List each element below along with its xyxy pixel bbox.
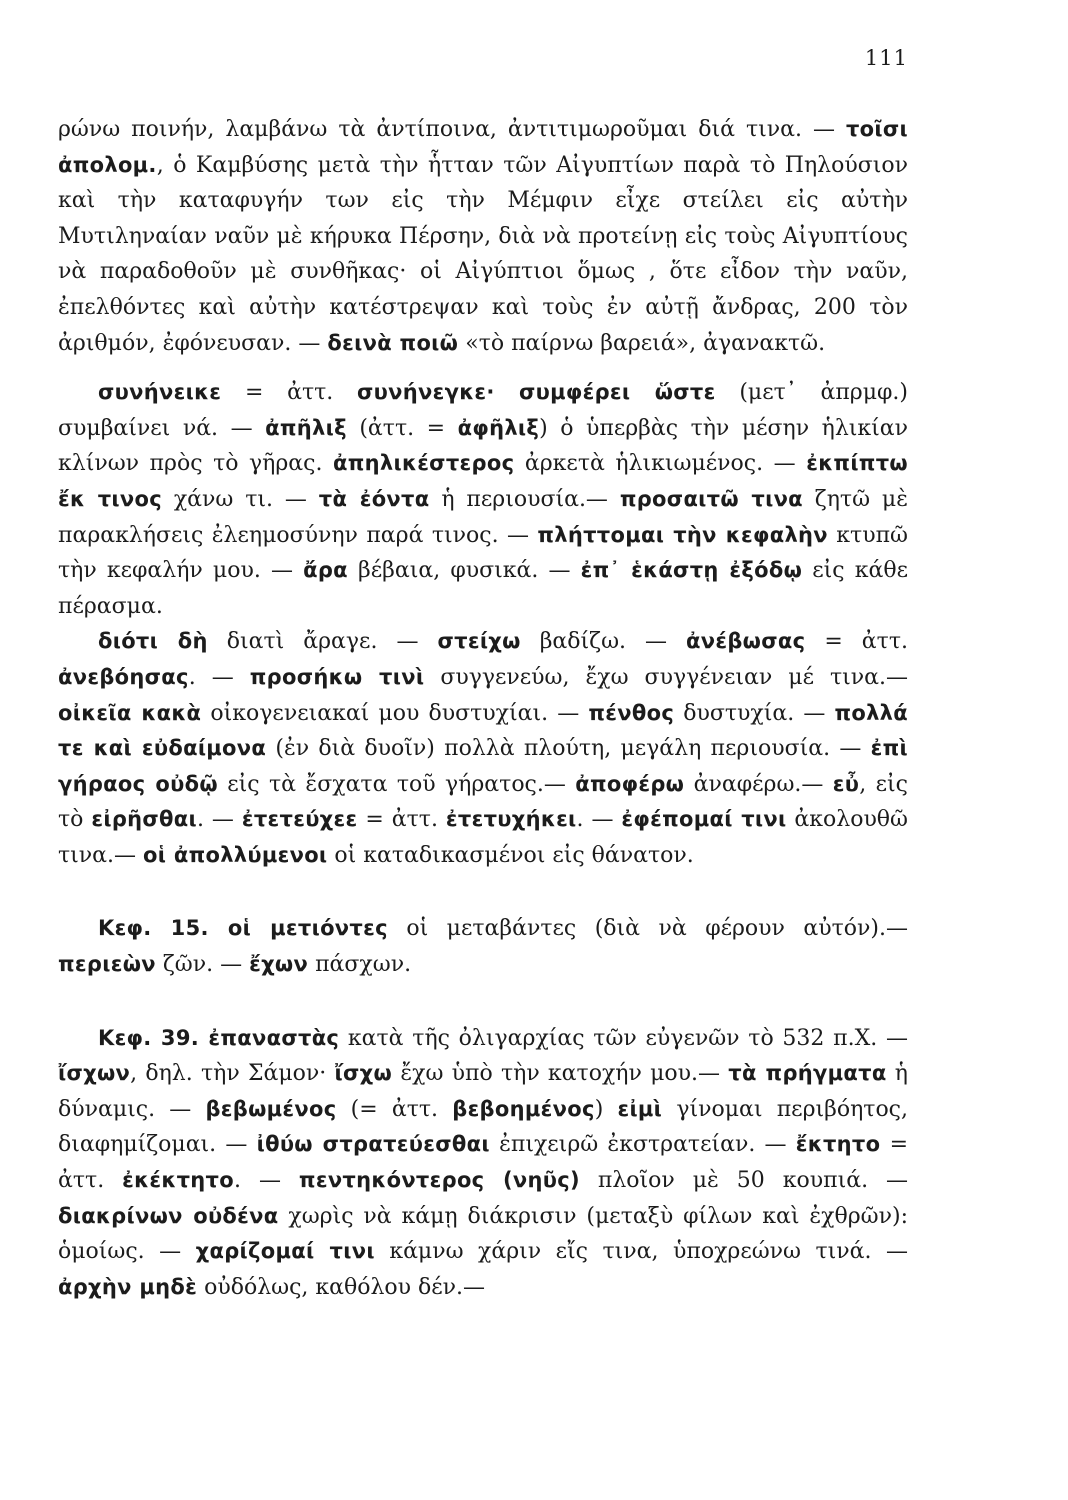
gloss-text: , εἰς τὸ bbox=[58, 771, 908, 833]
headword: πλήττομαι τὴν κεφαλὴν bbox=[537, 522, 828, 547]
headword: πένθος bbox=[588, 700, 675, 725]
gloss-text: χωρὶς νὰ κάμῃ διάκρισιν (μεταξὺ φίλων καὶ ἐχθρῶν): ὁμοίως. — bbox=[58, 1203, 908, 1265]
glossary-text bbox=[58, 112, 908, 1305]
gloss-text: ἀκολουθῶ τινα.— bbox=[58, 807, 908, 868]
gloss-text: = ἀττ. bbox=[805, 629, 908, 655]
gloss-text: (μετ᾿ ἀπρμφ.) συμβαίνει νά. — bbox=[58, 380, 908, 441]
gloss-text: κάμνω χάριν εἴς τινα, ὑποχρεώνω τινά. — bbox=[374, 1239, 908, 1265]
headword: συνήνεγκε· συμφέρει ὥστε bbox=[357, 380, 716, 405]
gloss-text: δυστυχία. — bbox=[674, 700, 835, 726]
headword: ἐτετεύχεε bbox=[241, 807, 358, 832]
gloss-text: ἀρκετὰ ἡλικιωμένος. — bbox=[514, 451, 807, 477]
gloss-text: διατὶ ἄραγε. — bbox=[207, 629, 438, 655]
headword: εὖ bbox=[832, 771, 860, 796]
gloss-text: ἀναφέρω.— bbox=[684, 771, 833, 797]
headword: συνήνεικε bbox=[98, 380, 222, 405]
headword: ἴσχων bbox=[58, 1061, 131, 1086]
headword: ἄρα bbox=[303, 558, 348, 583]
headword: προσήκω τινὶ bbox=[249, 664, 425, 689]
headword: ἐφέπομαί τινι bbox=[621, 807, 787, 832]
headword: ἐπὶ γήραος οὐδῷ bbox=[58, 736, 908, 796]
headword: ἀποφέρω bbox=[575, 771, 685, 796]
gloss-text: χάνω τι. — bbox=[161, 486, 319, 512]
gloss-text: πλοῖον μὲ 50 κουπιά. — bbox=[579, 1168, 909, 1194]
gloss-text: εἰς τὰ ἔσχατα τοῦ γήρατος.— bbox=[217, 771, 576, 797]
headword: τὰ ἐόντα bbox=[318, 486, 430, 511]
gloss-text: οἱ μεταβάντες (διὰ νὰ φέρουν αὐτόν).— bbox=[387, 916, 908, 942]
headword: Κεφ. 15. οἱ μετιόντες bbox=[98, 916, 388, 941]
gloss-text: συγγενεύω, ἔχω συγγένειαν μέ τινα.— bbox=[424, 664, 908, 690]
gloss-text: βέβαια, φυσικά. — bbox=[347, 558, 581, 584]
gloss-text: (ἀττ. = bbox=[346, 415, 458, 441]
headword: ἀνέβωσας bbox=[686, 629, 806, 654]
gloss-text: ρώνω ποινήν, λαμβάνω τὰ ἀντίποινα, ἀντιτιμωροῦμαι διά τινα. — bbox=[58, 117, 846, 142]
headword: στείχω bbox=[437, 629, 521, 654]
gloss-text: οἱ καταδικασμένοι εἰς θάνατον. bbox=[327, 842, 694, 868]
headword: εἰμὶ bbox=[617, 1096, 663, 1121]
headword: ἐκπίπτω ἔκ τινος bbox=[58, 451, 908, 511]
headword: ἔχων bbox=[249, 952, 309, 977]
headword: χαρίζομαί τινι bbox=[195, 1239, 375, 1264]
paragraph bbox=[58, 911, 908, 982]
gloss-text: εἰς κάθε πέρασμα. bbox=[58, 558, 908, 619]
gloss-text: ζῶν. — bbox=[155, 952, 250, 978]
headword: ἴσχω bbox=[334, 1061, 393, 1086]
gloss-text: γίνομαι περιβόητος, διαφημίζομαι. — bbox=[58, 1096, 908, 1158]
gloss-text: = ἀττ. bbox=[58, 1132, 909, 1194]
gloss-text: οὐδόλως, καθόλου δέν.— bbox=[197, 1274, 486, 1300]
headword: ἀπηλικέστερος bbox=[333, 451, 515, 476]
gloss-text: . — bbox=[233, 1168, 299, 1194]
headword: ἐπ᾿ ἑκάστῃ ἐξόδῳ bbox=[580, 558, 803, 583]
gloss-text: ζητῶ μὲ παρακλήσεις ἐλεημοσύνην παρά τινος. — bbox=[58, 486, 908, 548]
gloss-text: ἡ περιουσία.— bbox=[429, 486, 620, 512]
headword: διακρίνων οὐδένα bbox=[58, 1203, 279, 1228]
headword: βεβωμένος bbox=[205, 1096, 337, 1121]
paragraph bbox=[58, 624, 908, 873]
headword: ἐκέκτητο bbox=[122, 1168, 234, 1193]
paragraph bbox=[58, 112, 908, 361]
gloss-text: ) ὁ ὑπερβὰς τὴν μέσην ἡλικίαν κλίνων πρὸς τὸ γῆρας. bbox=[58, 415, 908, 477]
gloss-text: . — bbox=[188, 664, 250, 690]
gloss-text: βαδίζω. — bbox=[520, 629, 687, 655]
headword: προσαιτῶ τινα bbox=[619, 486, 803, 511]
paragraph bbox=[58, 375, 908, 624]
gloss-text: πάσχων. bbox=[308, 952, 412, 978]
gloss-text: (ἐν διὰ δυοῖν) πολλὰ πλούτη, μεγάλη περιουσία. — bbox=[266, 736, 871, 762]
gloss-text: «τὸ παίρνω βαρειά», ἀγανακτῶ. bbox=[458, 330, 826, 356]
headword: εἰρῆσθαι bbox=[91, 807, 197, 832]
paragraph bbox=[58, 1021, 908, 1306]
gloss-text: ἡ δύναμις. — bbox=[58, 1061, 908, 1122]
headword: βεβοημένος bbox=[452, 1096, 595, 1121]
gloss-text: (= ἀττ. bbox=[336, 1096, 453, 1122]
headword: ἀπῆλιξ bbox=[265, 415, 347, 440]
headword: δεινὰ ποιῶ bbox=[327, 330, 459, 355]
headword: πολλά τε καὶ εὐδαίμονα bbox=[58, 700, 908, 761]
gloss-text: = ἀττ. bbox=[357, 807, 446, 833]
headword: διότι δὴ bbox=[98, 629, 208, 654]
headword: πεντηκόντερος (νηῦς) bbox=[298, 1168, 580, 1193]
headword: Κεφ. 39. ἐπαναστὰς bbox=[98, 1025, 340, 1050]
headword: ἀρχὴν μηδὲ bbox=[58, 1274, 198, 1299]
headword: τοῖσι ἀπολομ. bbox=[58, 117, 908, 177]
headword: ἀνεβόησας bbox=[58, 664, 189, 689]
gloss-text: ἐπιχειρῶ ἐκστρατείαν. — bbox=[489, 1132, 796, 1158]
gloss-text: ) bbox=[594, 1096, 618, 1122]
headword: τὰ πρήγματα bbox=[728, 1061, 887, 1086]
gloss-text: . — bbox=[576, 807, 622, 833]
gloss-text: , δηλ. τὴν Σάμον· bbox=[130, 1061, 335, 1087]
gloss-text: κατὰ τῆς ὀλιγαρχίας τῶν εὐγενῶν τὸ 532 π.Χ. — bbox=[339, 1025, 908, 1051]
gloss-text: . — bbox=[197, 807, 242, 833]
headword: ἀφῆλιξ bbox=[457, 415, 540, 440]
headword: ἐτετυχήκει bbox=[445, 807, 577, 832]
gloss-text: κτυπῶ τὴν κεφαλήν μου. — bbox=[58, 522, 908, 584]
page-number: 111 bbox=[864, 46, 908, 70]
headword: οἱ ἀπολλύμενοι bbox=[143, 842, 328, 867]
headword: ἔκτητο bbox=[795, 1132, 881, 1157]
headword: ἰθύω στρατεύεσθαι bbox=[256, 1132, 490, 1157]
gloss-text: = ἀττ. bbox=[221, 380, 357, 406]
headword: περιεὼν bbox=[58, 952, 156, 977]
gloss-text: οἰκογενειακαί μου δυστυχίαι. — bbox=[201, 700, 589, 726]
headword: οἰκεῖα κακὰ bbox=[58, 700, 202, 725]
gloss-text: , ὁ Καμβύσης μετὰ τὴν ἧτταν τῶν Αἰγυπτίων παρὰ τὸ Πηλούσιον καὶ τὴν καταφυγήν των εἰς τὴν Μέμφιν εἶχε στείλει εἰς αὐτὴν Μυτιληναίαν ναῦν μὲ κήρυκα Πέρσην, διὰ νὰ προτείνῃ εἰς τοὺς Αἰγυπτίους νὰ παραδοθοῦν μὲ συνθῆκας· οἱ Αἰγύπτιοι ὅμως , ὅτε εἶδον τὴν ναῦν, ἐπελθόντες καὶ αὐτὴν κατέστρεψαν καὶ τοὺς ἐν αὐτῇ ἄνδρας, 200 τὸν ἀριθμόν, ἐφόνευσαν. — bbox=[58, 152, 908, 356]
gloss-text: ἔχω ὑπὸ τὴν κατοχήν μου.— bbox=[392, 1061, 729, 1087]
